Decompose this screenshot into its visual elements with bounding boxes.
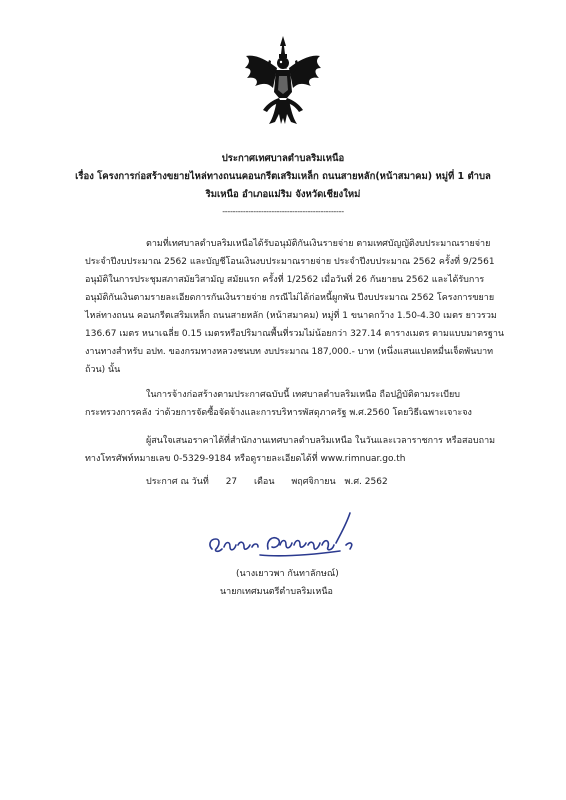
announcement-date [146, 475, 402, 490]
handwritten-signature [200, 505, 360, 565]
garuda-emblem-icon [243, 34, 323, 126]
paragraph-1-line: ถ้วน) นั้น [85, 365, 121, 375]
signatory-name: (นางเยาวพา กันทาลักษณ์) [236, 569, 339, 579]
paragraph-1-line: ไหล่ทางถนน คอนกรีตเสริมเหล็ก ถนนสายหลัก (หน้าสมาคม) หมู่ที่ 1 ขนาดกว้าง 1.50-4.30 เมตร ยาวรวม [85, 311, 497, 321]
paragraph-1-line: งานทางสำหรับ อปท. ของกรมทางหลวงชนบท งบประมาณ 187,000.- บาท (หนึ่งแสนแปดหมื่นเจ็ดพันบาท [85, 347, 494, 357]
date-month-label: เดือน [254, 477, 275, 487]
paragraph-1-line: อนุมัติในการประชุมสภาสมัยวิสามัญ สมัยแรก ครั้งที่ 1/2562 เมื่อวันที่ 26 กันยายน 2562 และได้รับการ [85, 275, 485, 285]
paragraph-3-line: ทางโทรศัพท์หมายเลข 0-5329-9184 หรือดูรายละเอียดได้ที่ www.rimnuar.go.th [85, 454, 406, 464]
signatory-title: นายกเทศมนตรีตำบลริมเหนือ [220, 587, 333, 597]
paragraph-1-line: อนุมัติกันเงินตามรายละเอียดการกันเงินรายจ่าย กรณีไม่ได้ก่อหนี้ผูกพัน ปีงบประมาณ 2562 โครงการขยาย [85, 293, 495, 303]
announcement-subject-line-1: เรื่อง โครงการก่อสร้างขยายไหล่ทางถนนคอนกรีตเสริมเหล็ก ถนนสายหลัก(หน้าสมาคม) หมู่ที่ 1 ตำบล [75, 171, 491, 182]
date-day: 27 [225, 477, 238, 487]
date-month: พฤศจิกายน [291, 477, 336, 487]
header-divider: ----------------------------------------------- [222, 207, 344, 216]
paragraph-3-line: ผู้สนใจเสนอราคาได้ที่สำนักงานเทศบาลตำบลริมเหนือ ในวันและเวลาราชการ หรือสอบถาม [146, 436, 496, 446]
announcement-organization: ประกาศเทศบาลตำบลริมเหนือ [221, 153, 345, 164]
date-prefix: ประกาศ ณ วันที่ [146, 477, 209, 487]
paragraph-2-line: ในการจ้างก่อสร้างตามประกาศฉบับนี้ เทศบาลตำบลริมเหนือ ถือปฏิบัติตามระเบียบ [146, 390, 460, 400]
paragraph-2-line: กระทรวงการคลัง ว่าด้วยการจัดซื้อจัดจ้างและการบริหารพัสดุภาครัฐ พ.ศ.2560 โดยวิธีเฉพาะเจาะจง [85, 408, 472, 418]
paragraph-1-line: ประจำปีงบประมาณ 2562 และบัญชีโอนเงินงบประมาณรายจ่าย ประจำปีงบประมาณ 2562 ครั้งที่ 9/2561 [85, 257, 495, 267]
paragraph-1-line: ตามที่เทศบาลตำบลริมเหนือได้รับอนุมัติกันเงินรายจ่าย ตามเทศบัญญัติงบประมาณรายจ่าย [146, 239, 491, 249]
announcement-subject-line-2: ริมเหนือ อำเภอแม่ริม จังหวัดเชียงใหม่ [205, 189, 361, 200]
date-year: พ.ศ. 2562 [344, 477, 388, 487]
paragraph-1-line: 136.67 เมตร หนาเฉลี่ย 0.15 เมตรหรือปริมาณพื้นที่รวมไม่น้อยกว่า 327.14 ตารางเมตร ตามแบบมาตรฐาน [85, 329, 505, 339]
